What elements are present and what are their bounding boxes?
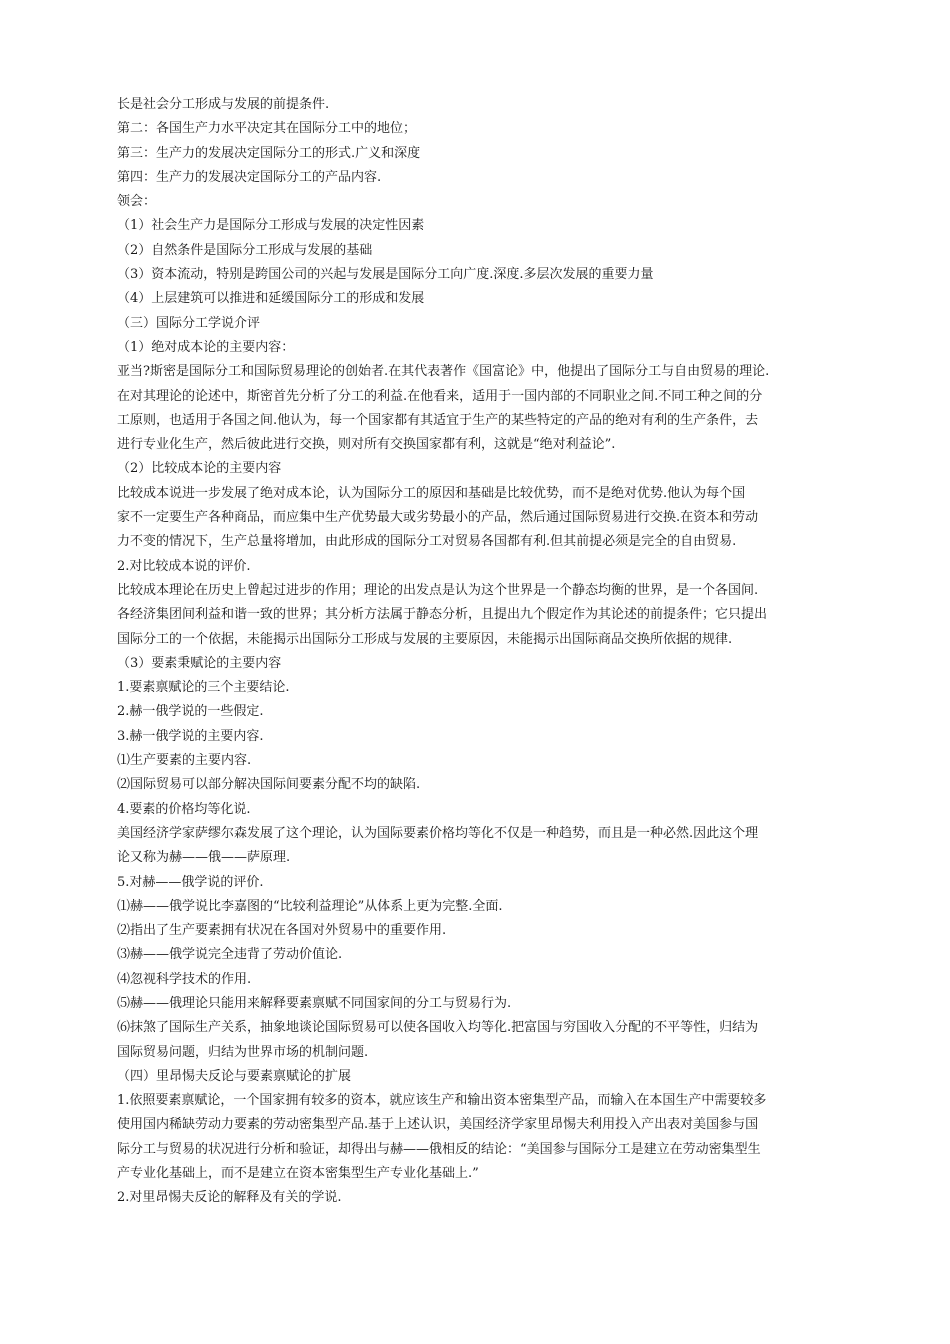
text-line: （1）社会生产力是国际分工形成与发展的决定性因素	[117, 218, 425, 234]
text-line: ⑸赫——俄理论只能用来解释要素禀赋不同国家间的分工与贸易行为.	[117, 995, 512, 1011]
subsection-heading: （3）要素秉赋论的主要内容	[117, 655, 282, 671]
text-line: 美国经济学家萨缪尔森发展了这个理论，认为国际要素价格均等化不仅是一种趋势，而且是一种必然.因此这个理	[117, 825, 759, 841]
text-line: 第三：生产力的发展决定国际分工的形式.广义和深度	[117, 145, 421, 161]
text-line: ⑶赫——俄学说完全违背了劳动价值论.	[117, 947, 343, 963]
text-line: ⑴生产要素的主要内容.	[117, 753, 252, 769]
text-line: 第二：各国生产力水平决定其在国际分工中的地位；	[117, 121, 417, 137]
subsection-heading: （2）比较成本论的主要内容	[117, 461, 282, 477]
text-line: 在对其理论的论述中，斯密首先分析了分工的利益.在他看来，适用于一国内部的不同职业之间.不同工种之间的分	[117, 388, 763, 404]
text-line: 进行专业化生产，然后彼此进行交换，则对所有交换国家都有利，这就是“绝对利益论”.	[117, 437, 616, 453]
text-line: 长是社会分工形成与发展的前提条件.	[117, 97, 330, 112]
text-line: ⑷忽视科学技术的作用.	[117, 971, 252, 987]
text-line: 力不变的情况下，生产总量将增加，由此形成的国际分工对贸易各国都有利.但其前提必须是完全的自由贸易.	[117, 534, 737, 550]
text-line: 各经济集团间利益和谐一致的世界；其分析方法属于静态分析，且提出九个假定作为其论述的前提条件；它只提出	[117, 607, 768, 623]
text-line: （4）上层建筑可以推进和延缓国际分工的形成和发展	[117, 291, 425, 307]
text-line: 亚当?斯密是国际分工和国际贸易理论的创始者.在其代表著作《国富论》中，他提出了国际分工与自由贸易的理论.	[117, 364, 770, 380]
text-line: （3）资本流动，特别是跨国公司的兴起与发展是国际分工向广度.深度.多层次发展的重要力量	[117, 267, 654, 283]
text-line: 5.对赫——俄学说的评价.	[117, 874, 264, 890]
text-line: 领会：	[117, 194, 157, 210]
text-line: 比较成本理论在历史上曾起过进步的作用；理论的出发点是认为这个世界是一个静态均衡的世界，是一个各国间.	[117, 582, 759, 598]
subsection-heading: （1）绝对成本论的主要内容：	[117, 339, 295, 355]
text-line: 际分工与贸易的状况进行分析和验证，却得出与赫——俄相反的结论：“美国参与国际分工是建立在劳动密集型生	[117, 1141, 761, 1157]
text-line: 3.赫一俄学说的主要内容.	[117, 728, 264, 744]
text-line: ⑵国际贸易可以部分解决国际间要素分配不均的缺陷.	[117, 777, 421, 793]
text-line: 第四：生产力的发展决定国际分工的产品内容.	[117, 169, 382, 185]
text-line: ⑴赫——俄学说比李嘉图的“比较利益理论”从体系上更为完整.全面.	[117, 898, 503, 914]
text-line: 2.对比较成本说的评价.	[117, 558, 251, 574]
text-line: 1.要素禀赋论的三个主要结论.	[117, 680, 290, 696]
text-line: 1.依照要素禀赋论，一个国家拥有较多的资本，就应该生产和输出资本密集型产品，而输入在本国生产中需要较多	[117, 1093, 767, 1109]
text-line: 比较成本说进一步发展了绝对成本论，认为国际分工的原因和基础是比较优势，而不是绝对优势.他认为每个国	[117, 485, 746, 501]
text-line: 2.赫一俄学说的一些假定.	[117, 704, 264, 720]
text-line: ⑹抹煞了国际生产关系，抽象地谈论国际贸易可以使各国收入均等化.把富国与穷国收入分配的不平等性，归结为	[117, 1020, 759, 1036]
text-line: 4.要素的价格均等化说.	[117, 801, 251, 817]
text-line: 产专业化基础上，而不是建立在资本密集型生产专业化基础上.”	[117, 1166, 479, 1182]
section-heading: （三）国际分工学说介评	[117, 315, 261, 331]
text-line: 论又称为赫——俄——萨原理.	[117, 850, 291, 866]
text-line: 使用国内稀缺劳动力要素的劳动密集型产品.基于上述认识，美国经济学家里昂惕夫利用投入产出表对美国参与国	[117, 1117, 759, 1133]
text-line: 2.对里昂惕夫反论的解释及有关的学说.	[117, 1190, 342, 1206]
text-line: （2）自然条件是国际分工形成与发展的基础	[117, 242, 373, 258]
text-line: ⑵指出了生产要素拥有状况在各国对外贸易中的重要作用.	[117, 923, 447, 939]
text-line: 工原则，也适用于各国之间.他认为，每一个国家都有其适宜于生产的某些特定的产品的绝对有利的生产条件，去	[117, 412, 759, 428]
section-heading: （四）里昂惕夫反论与要素禀赋论的扩展	[117, 1068, 352, 1084]
text-line: 国际分工的一个依据，未能揭示出国际分工形成与发展的主要原因，未能揭示出国际商品交换所依据的规律.	[117, 631, 733, 647]
document-body	[117, 93, 841, 1211]
text-line: 家不一定要生产各种商品，而应集中生产优势最大或劣势最小的产品，然后通过国际贸易进行交换.在资本和劳动	[117, 510, 759, 526]
text-line: 国际贸易问题，归结为世界市场的机制问题.	[117, 1044, 369, 1060]
